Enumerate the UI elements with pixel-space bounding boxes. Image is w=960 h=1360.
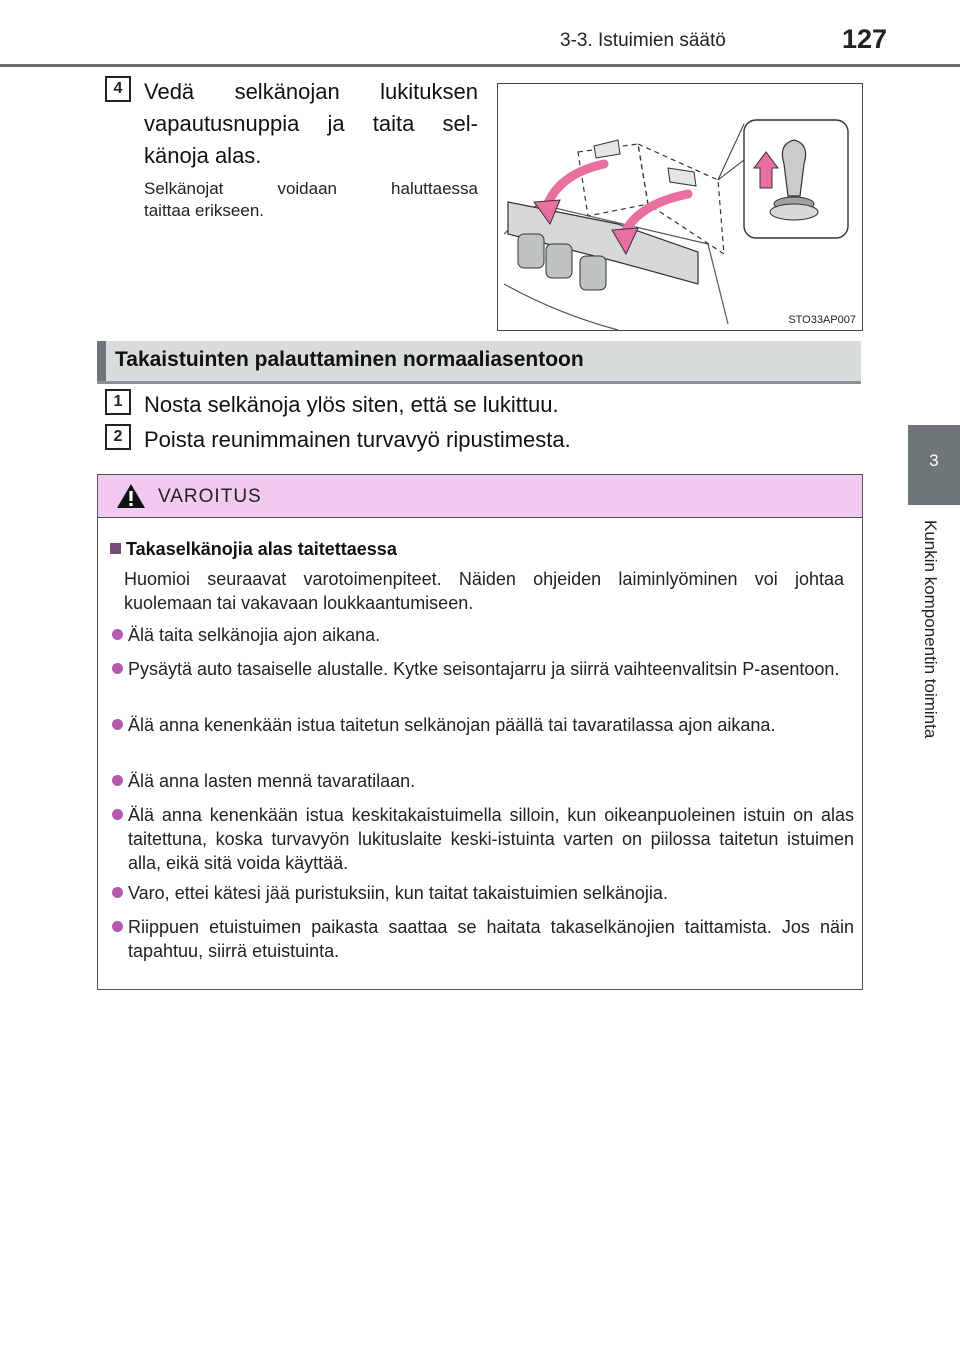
step-4-note-line-2: taittaa erikseen. [144,201,265,220]
section-heading-accent [97,341,106,381]
warning-bullet [112,657,854,681]
warning-bullet [112,803,854,875]
bullet-dot-icon [112,663,123,674]
figure-code: STO33AP007 [788,314,856,326]
warning-triangle-icon [116,483,146,509]
warning-subheading-text: Takaselkänojia alas taitettaessa [126,539,397,559]
step-number-1: 1 [105,389,131,415]
seat-fold-drawing [498,84,862,330]
warning-bullet [112,713,854,737]
warning-label: VAROITUS [158,486,262,507]
step-4-line-2: vapautusnuppia ja taita sel- [144,111,478,136]
warning-subheading [110,539,397,560]
warning-bullet [112,915,854,963]
bullet-dot-icon [112,887,123,898]
warning-intro: Huomioi seuraavat varotoimenpiteet. Näiden ohjeiden laiminlyöminen voi johtaa kuolemaan tai vakavaan loukkaantumiseen. [124,569,844,613]
warning-bullet-text: Riippuen etuistuimen paikasta saattaa se haitata takaselkänojien taittamista. Jos näin tapahtuu, siirrä etuistuinta. [128,917,854,961]
warning-header [98,475,862,518]
warning-bullet [112,769,854,793]
warning-bullet-text: Pysäytä auto tasaiselle alustalle. Kytke seisontajarru ja siirrä vaihteenvalitsin P-asentoon. [128,659,840,679]
step-4-line-3: känoja alas. [144,143,262,168]
header-rule [0,64,960,67]
bullet-dot-icon [112,629,123,640]
step-4-line-1: Vedä selkänojan lukituksen [144,79,478,104]
warning-bullet [112,881,854,905]
square-bullet-icon [110,543,121,554]
step-number-4: 4 [105,76,131,102]
warning-box [97,474,863,990]
bullet-dot-icon [112,719,123,730]
bullet-dot-icon [112,809,123,820]
step-4-note-line-1: Selkänojat voidaan haluttaessa [144,179,478,198]
warning-bullet-text: Älä anna kenenkään istua keskitakaistuimella silloin, kun oikeanpuoleinen istuin on alas taitettuna, koska turvavyön lukituslaite keski-istuinta varten on piilossa taitetun istuimen alla, eikä sitä voida käyttää. [128,805,854,873]
section-heading-title: Takaistuinten palauttaminen normaaliasentoon [115,348,584,371]
section-heading [97,341,861,384]
chapter-title: Kunkin komponentin toiminta [921,520,940,739]
step-number-2: 2 [105,424,131,450]
step-1-text: Nosta selkänoja ylös siten, että se lukittuu. [144,392,559,417]
chapter-tab: 3 [908,425,960,505]
bullet-dot-icon [112,775,123,786]
warning-bullet-text: Älä anna kenenkään istua taitetun selkänojan päällä tai tavaratilassa ajon aikana. [128,715,776,735]
seat-fold-illustration [497,83,863,331]
warning-bullet-text: Varo, ettei kätesi jää puristuksiin, kun taitat takaistuimien selkänojia. [128,883,668,903]
warning-bullet-text: Älä taita selkänojia ajon aikana. [128,625,381,645]
header-section-title: 3-3. Istuimien säätö [560,30,726,51]
page-number: 127 [842,24,888,54]
warning-bullet-text: Älä anna lasten mennä tavaratilaan. [128,771,416,791]
bullet-dot-icon [112,921,123,932]
step-2-text: Poista reunimmainen turvavyö ripustimesta. [144,427,571,452]
warning-bullet [112,623,854,647]
step-4-note [144,178,478,222]
